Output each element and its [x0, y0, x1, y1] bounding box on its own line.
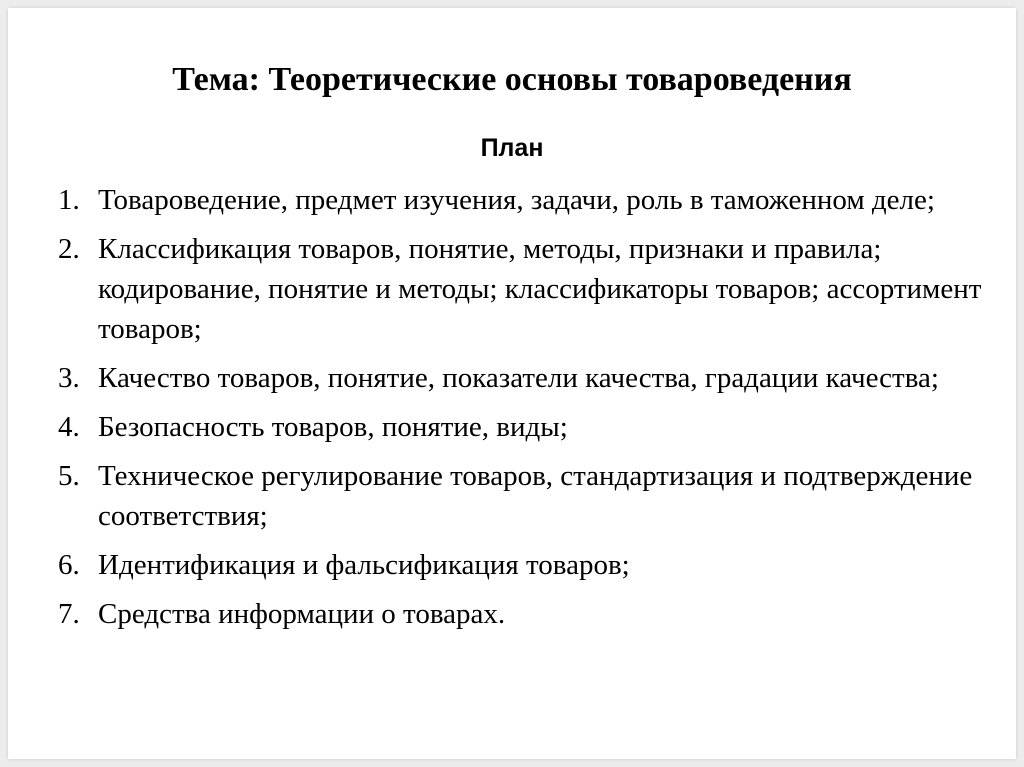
item-number: 1. — [58, 184, 80, 216]
item-text: Качество товаров, понятие, показатели качества, градации качества; — [98, 362, 939, 394]
plan-list — [58, 180, 988, 643]
item-text: Средства информации о товарах. — [98, 598, 506, 630]
list-item — [58, 180, 988, 220]
list-item — [58, 456, 988, 536]
plan-heading: План — [480, 134, 544, 162]
list-item — [58, 407, 988, 447]
item-number: 3. — [58, 362, 80, 394]
item-text: Классификация товаров, понятие, методы, признаки и правила; кодирование, понятие и методы; классификаторы товаров; ассортимент товаров; — [98, 233, 982, 345]
list-item — [58, 229, 988, 349]
list-item — [58, 545, 988, 585]
item-number: 5. — [58, 460, 80, 492]
item-text: Товароведение, предмет изучения, задачи, роль в таможенном деле; — [98, 184, 935, 216]
item-text: Безопасность товаров, понятие, виды; — [98, 411, 568, 443]
slide-title: Тема: Теоретические основы товароведения — [172, 61, 852, 98]
item-text: Идентификация и фальсификация товаров; — [98, 549, 630, 581]
list-item — [58, 358, 988, 398]
item-number: 2. — [58, 233, 80, 265]
item-number: 6. — [58, 549, 80, 581]
item-text: Техническое регулирование товаров, стандартизация и подтверждение соответствия; — [98, 460, 973, 532]
item-number: 7. — [58, 598, 80, 630]
slide — [8, 8, 1016, 759]
list-item — [58, 594, 988, 634]
item-number: 4. — [58, 411, 80, 443]
